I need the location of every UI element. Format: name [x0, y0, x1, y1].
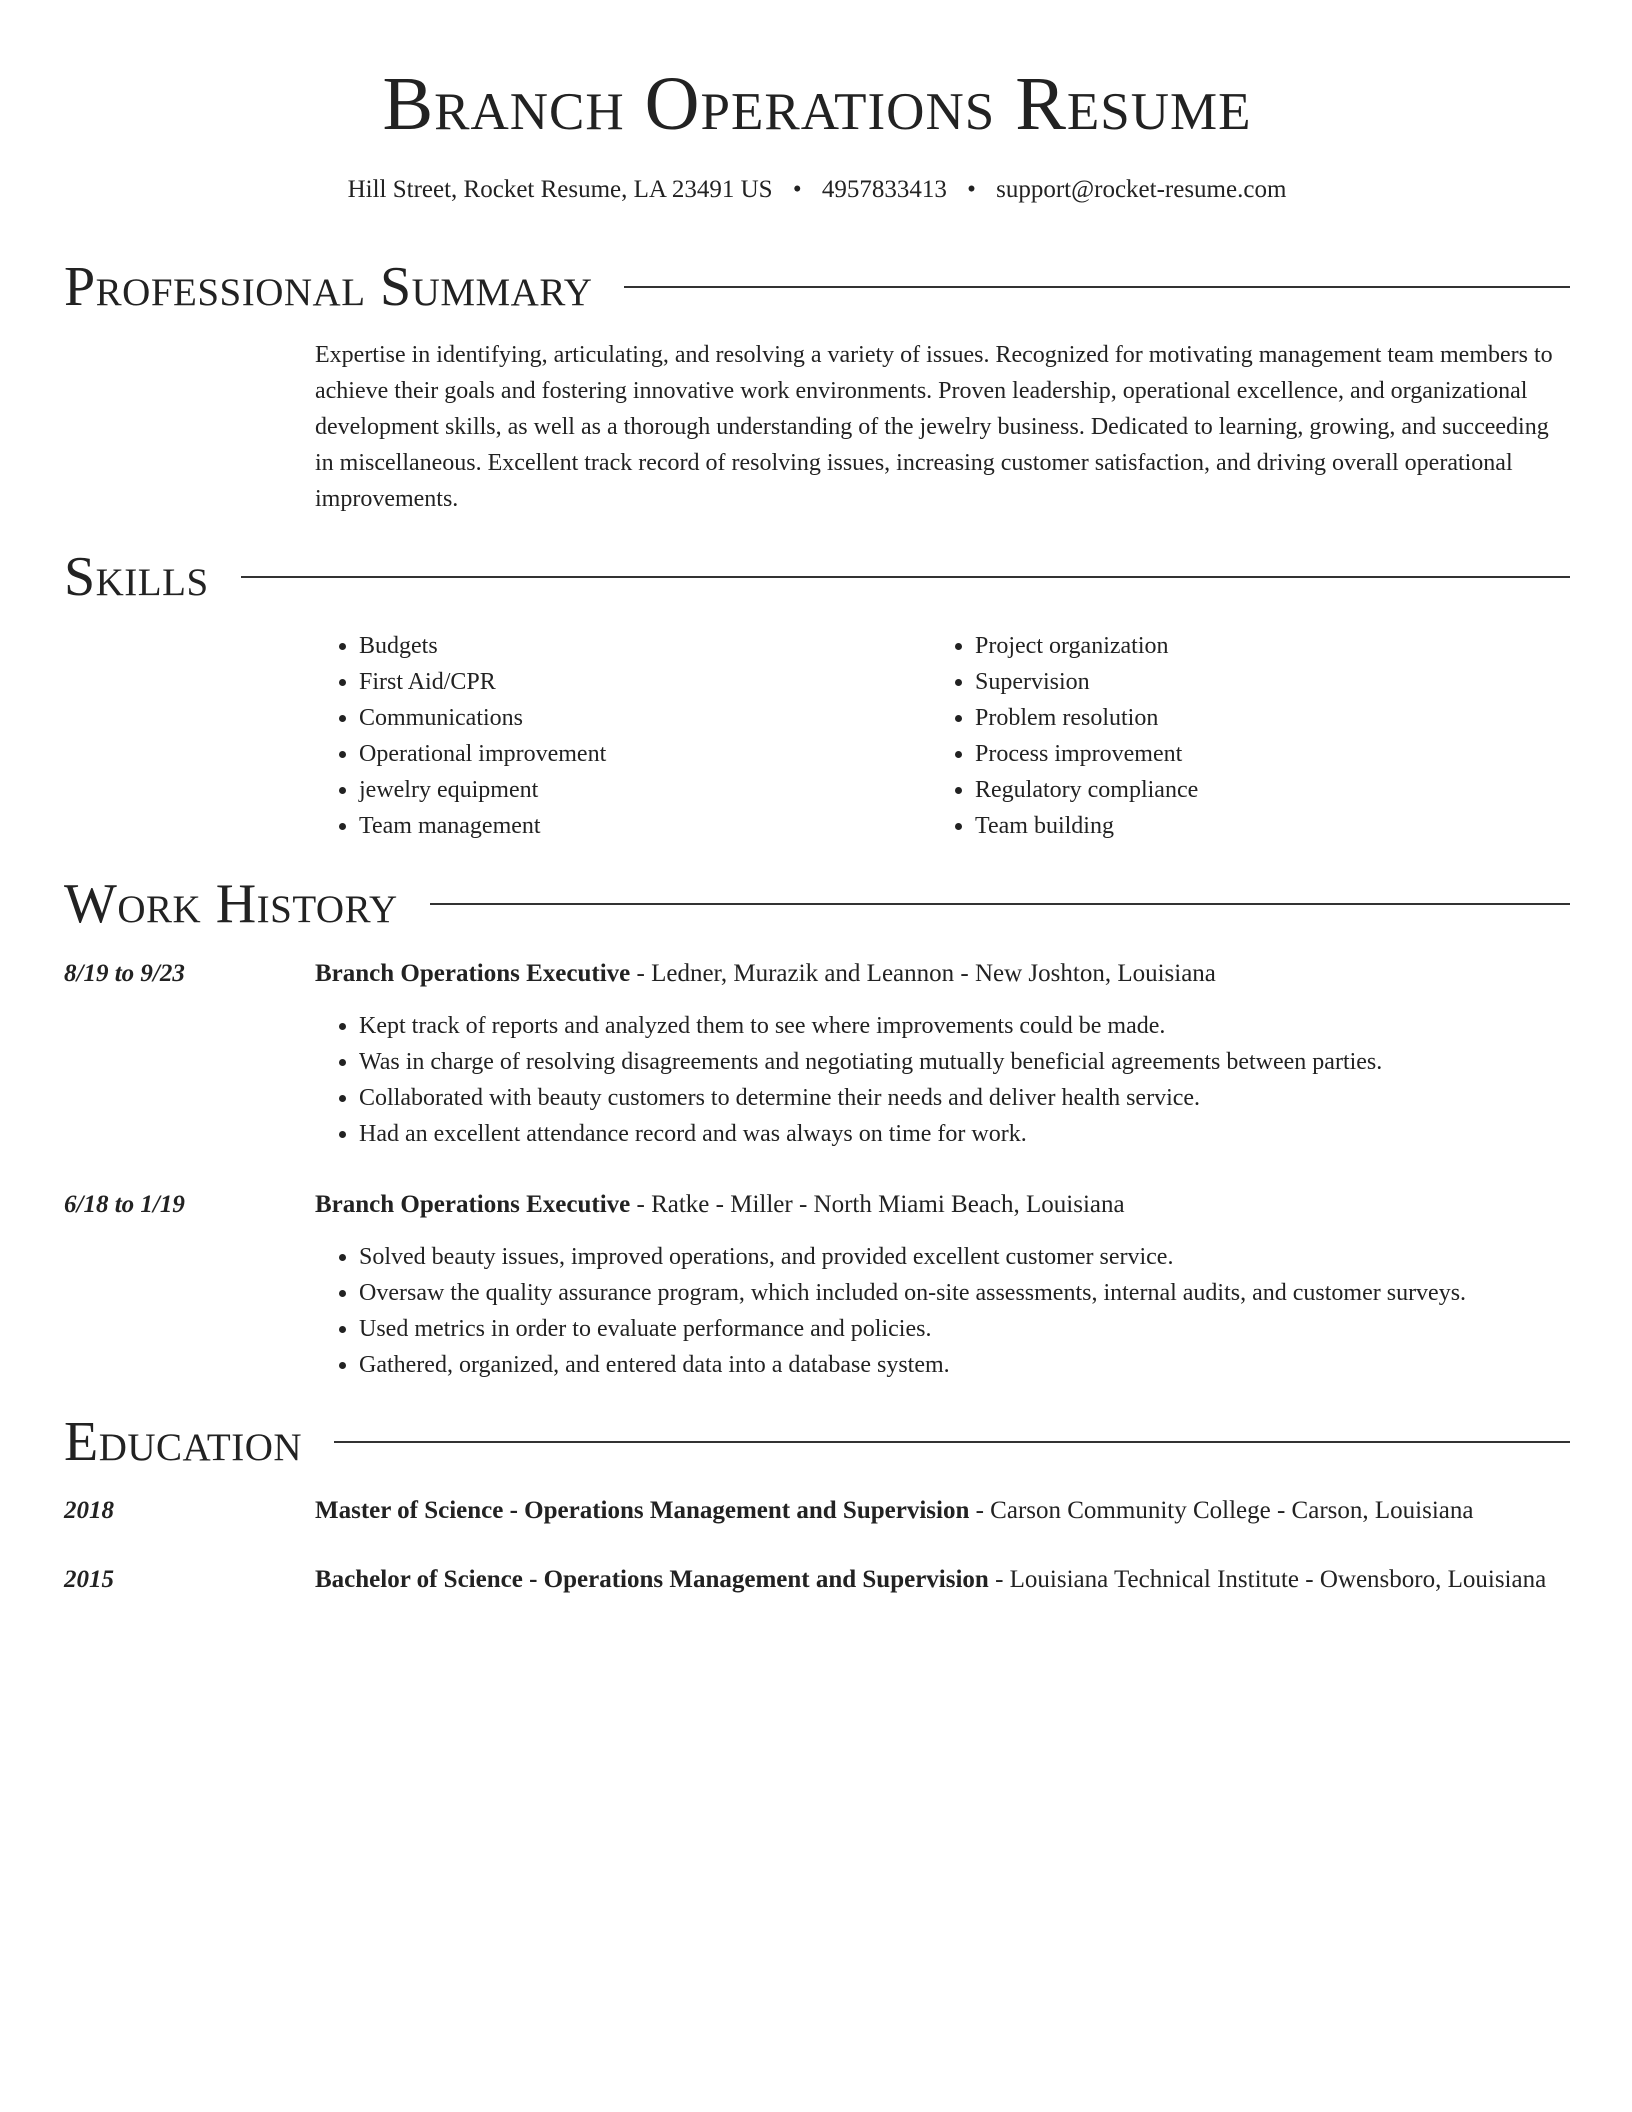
- school: - Carson Community College - Carson, Louisiana: [969, 1497, 1474, 1524]
- work-heading: Work History: [64, 873, 398, 935]
- job-bullet: • Gathered, organized, and entered data into a database system.: [359, 1347, 1570, 1383]
- job-title: Branch Operations Executive: [315, 1191, 631, 1218]
- job-bullet: • Collaborated with beauty customers to determine their needs and deliver health service.: [359, 1080, 1570, 1116]
- job-employer: - Ratke - Miller - North Miami Beach, Louisiana: [630, 1191, 1125, 1218]
- skills-heading: Skills: [64, 546, 209, 608]
- job-bullet: • Was in charge of resolving disagreements and negotiating mutually beneficial agreements between parties.: [359, 1044, 1570, 1080]
- education-section-header: [64, 1407, 1570, 1477]
- contact-line: [64, 172, 1570, 208]
- email: support@rocket-resume.com: [996, 176, 1287, 203]
- work-section-header: [64, 869, 1570, 939]
- section-divider: [430, 903, 1570, 905]
- education-entry: [315, 1491, 1570, 1531]
- skill-item: • First Aid/CPR: [359, 664, 915, 700]
- job-employer: - Ledner, Murazik and Leannon - New Joshton, Louisiana: [630, 960, 1216, 987]
- job-bullet: • Solved beauty issues, improved operations, and provided excellent customer service.: [359, 1239, 1570, 1275]
- skill-item: • Team building: [975, 808, 1531, 844]
- education-year: 2015: [64, 1566, 114, 1593]
- skill-item: • Problem resolution: [975, 700, 1531, 736]
- skill-item: • Operational improvement: [359, 736, 915, 772]
- job-header: [315, 1187, 1570, 1223]
- separator-dot: •: [792, 176, 802, 203]
- skill-item: • Regulatory compliance: [975, 772, 1531, 808]
- resume-title: Branch Operations Resume: [382, 62, 1252, 146]
- job-bullet: • Oversaw the quality assurance program, which included on-site assessments, internal audits, and customer surveys.: [359, 1275, 1570, 1311]
- job-bullets: [315, 1239, 1570, 1383]
- skill-item: • Team management: [359, 808, 915, 844]
- skill-item: • Supervision: [975, 664, 1531, 700]
- school: - Louisiana Technical Institute - Owensboro, Louisiana: [988, 1566, 1547, 1593]
- skill-item: • Budgets: [359, 628, 915, 664]
- summary-section-header: [64, 252, 1570, 322]
- address: Hill Street, Rocket Resume, LA 23491 US: [347, 176, 773, 203]
- section-divider: [241, 576, 1570, 578]
- job-dates: 8/19 to 9/23: [64, 960, 185, 987]
- job-header: [315, 956, 1570, 992]
- education-entry: [315, 1560, 1570, 1600]
- skills-section-header: [64, 542, 1570, 612]
- phone: 4957833413: [821, 176, 947, 203]
- job-bullets: [315, 1008, 1570, 1152]
- education-heading: Education: [64, 1411, 303, 1473]
- skill-item: • Process improvement: [975, 736, 1531, 772]
- job-bullet: • Used metrics in order to evaluate performance and policies.: [359, 1311, 1570, 1347]
- job-bullet: • Had an excellent attendance record and was always on time for work.: [359, 1116, 1570, 1152]
- job-title: Branch Operations Executive: [315, 960, 631, 987]
- summary-heading: Professional Summary: [64, 256, 593, 318]
- skill-item: • Communications: [359, 700, 915, 736]
- skills-column-left: [315, 628, 915, 844]
- skill-item: • Project organization: [975, 628, 1531, 664]
- degree: Bachelor of Science - Operations Management and Supervision: [315, 1566, 989, 1593]
- summary-text: Expertise in identifying, articulating, and resolving a variety of issues. Recognized for motivating management team members to achieve their goals and fostering innovative work environments. Proven leadership, operational excellence, and organizational development skills, as well as a thorough understanding of the jewelry business. Dedicated to learning, growing, and succeeding in miscellaneous. Excellent track record of resolving issues, increasing customer satisfaction, and driving overall operational improvements.: [315, 342, 1553, 512]
- section-divider: [624, 286, 1570, 288]
- section-divider: [334, 1441, 1570, 1443]
- degree: Master of Science - Operations Management and Supervision: [315, 1497, 970, 1524]
- education-year: 2018: [64, 1497, 114, 1524]
- job-dates: 6/18 to 1/19: [64, 1191, 185, 1218]
- separator-dot: •: [967, 176, 976, 203]
- skills-column-right: [931, 628, 1531, 844]
- skill-item: • jewelry equipment: [359, 772, 915, 808]
- job-bullet: • Kept track of reports and analyzed them to see where improvements could be made.: [359, 1008, 1570, 1044]
